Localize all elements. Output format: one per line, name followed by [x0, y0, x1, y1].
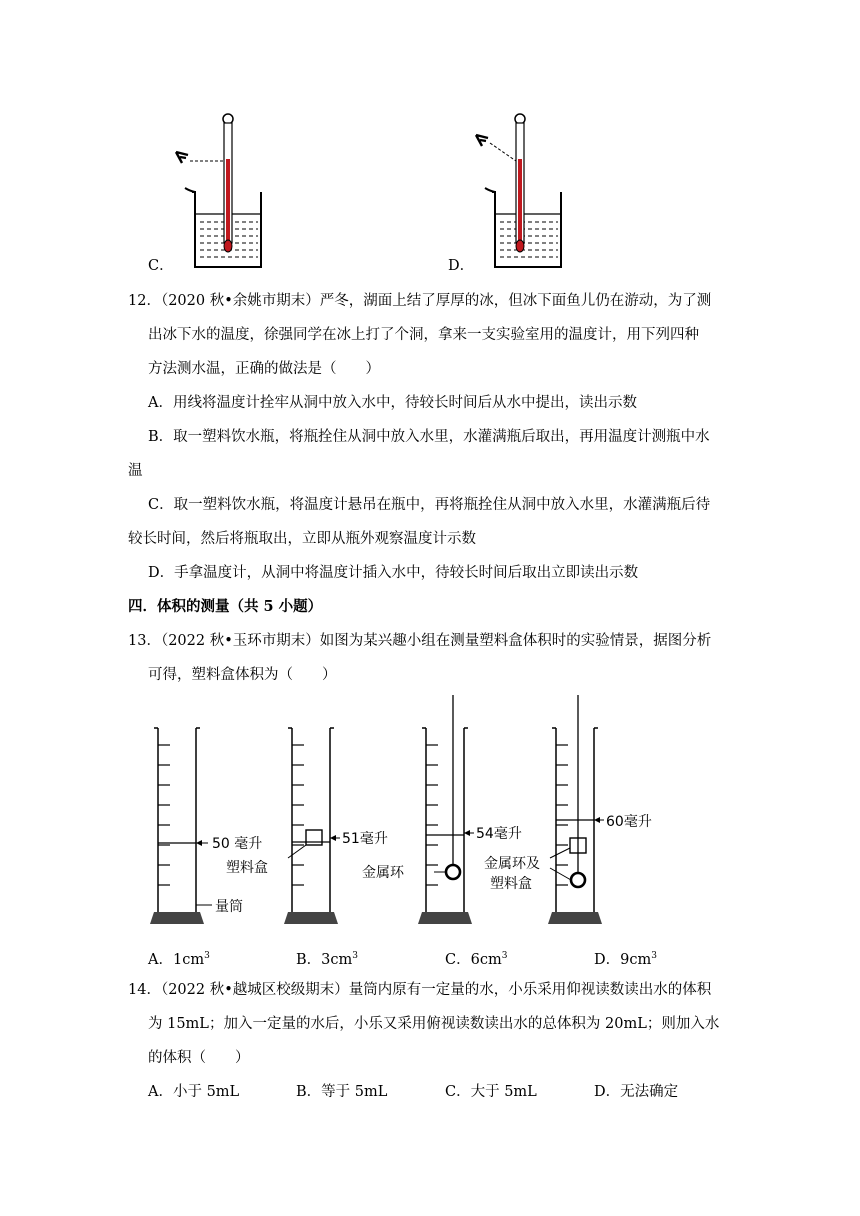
- option-c-label: C．: [148, 258, 174, 274]
- q12-option-b-line2: 温: [128, 463, 143, 479]
- q13-option-d-sup: 3: [651, 951, 657, 961]
- graduated-cylinder-figure: [140, 690, 700, 930]
- q13-option-c-sup: 3: [501, 951, 508, 961]
- q13-option-b: [296, 946, 358, 970]
- q12-option-b-line1: B．取一塑料饮水瓶，将瓶拴住从洞中放入水里，水灌满瓶后取出，再用温度计测瓶中水: [148, 429, 710, 445]
- q13-stem-line1: 13．（2022 秋•玉环市期末）如图为某兴趣小组在测量塑料盒体积时的实验情景，据图分析: [128, 633, 712, 649]
- q14-option-b: B．等于 5mL: [296, 1084, 388, 1100]
- q13-option-a-sup: 3: [204, 951, 210, 961]
- q13-figure: [140, 690, 700, 930]
- q13-option-a-value: 1cm: [172, 951, 205, 968]
- cylinder-3-object: 金属环: [362, 865, 404, 881]
- q12-option-d: D．手拿温度计，从洞中将温度计插入水中，待较长时间后取出立即读出示数: [148, 565, 639, 581]
- q14-option-d: D．无法确定: [594, 1084, 679, 1100]
- q13-option-d-letter: D．: [594, 951, 621, 968]
- q13-option-b-value: 3cm: [321, 951, 353, 968]
- q13-option-d: [594, 946, 657, 970]
- thermometer-beaker-figure-d: [440, 105, 570, 275]
- q13-option-c: [445, 946, 507, 970]
- q14-stem-line3: 的体积（ ）: [148, 1050, 250, 1066]
- cylinder-2-reading: 51毫升: [342, 831, 388, 847]
- q12-stem-line1: 12．（2020 秋•余姚市期末）严冬，湖面上结了厚厚的冰，但冰下面鱼儿仍在游动，为了测: [128, 293, 712, 309]
- q13-option-b-letter: B．: [296, 951, 322, 968]
- q13-option-c-value: 6cm: [470, 951, 502, 968]
- cylinder-4-reading: 60毫升: [606, 814, 652, 830]
- q12-stem-line3: 方法测水温，正确的做法是（ ）: [148, 361, 380, 377]
- q13-option-c-letter: C．: [445, 951, 471, 968]
- cylinder-1: [154, 728, 200, 912]
- q13-option-a: [148, 946, 210, 970]
- q12-option-c-line1: C．取一塑料饮水瓶，将温度计悬吊在瓶中，再将瓶拴住从洞中放入水里，水灌满瓶后待: [148, 497, 711, 513]
- thermometer-beaker-figure-c: [140, 105, 270, 275]
- q14-option-a: A．小于 5mL: [148, 1084, 240, 1100]
- q14-stem-line2: 为 15mL；加入一定量的水后，小乐又采用俯视读数读出水的总体积为 20mL；则加入水: [148, 1016, 720, 1032]
- cylinder-2-object: 塑料盒: [226, 860, 268, 876]
- section-heading: 四．体积的测量（共 5 小题）: [128, 598, 323, 615]
- q14-option-c: C．大于 5mL: [445, 1084, 537, 1100]
- cylinder-3-reading: 54毫升: [476, 826, 522, 842]
- cylinder-1-name: 量筒: [215, 899, 243, 915]
- q14-stem-line1: 14．（2022 秋•越城区校级期末）量筒内原有一定量的水，小乐采用仰视读数读出水的体积: [128, 982, 712, 998]
- figure-option-c: [140, 105, 270, 275]
- q12-option-c-line2: 较长时间，然后将瓶取出，立即从瓶外观察温度计示数: [128, 531, 476, 547]
- q13-option-d-value: 9cm: [620, 951, 652, 968]
- q13-stem-line2: 可得，塑料盒体积为（ ）: [148, 667, 337, 683]
- cylinder-4-object-line2: 塑料盒: [490, 876, 532, 892]
- option-d-label: D．: [448, 258, 475, 274]
- q12-option-a: A．用线将温度计拴牢从洞中放入水中，待较长时间后从水中提出，读出示数: [148, 395, 637, 411]
- cylinder-1-reading: 50 毫升: [212, 836, 263, 852]
- q13-option-b-sup: 3: [352, 951, 358, 961]
- cylinder-4-object-line1: 金属环及: [484, 856, 540, 872]
- figure-option-d: [440, 105, 570, 275]
- q12-stem-line2: 出冰下水的温度，徐强同学在冰上打了个洞，拿来一支实验室用的温度计，用下列四种: [148, 327, 699, 343]
- q13-option-a-letter: A．: [148, 951, 173, 968]
